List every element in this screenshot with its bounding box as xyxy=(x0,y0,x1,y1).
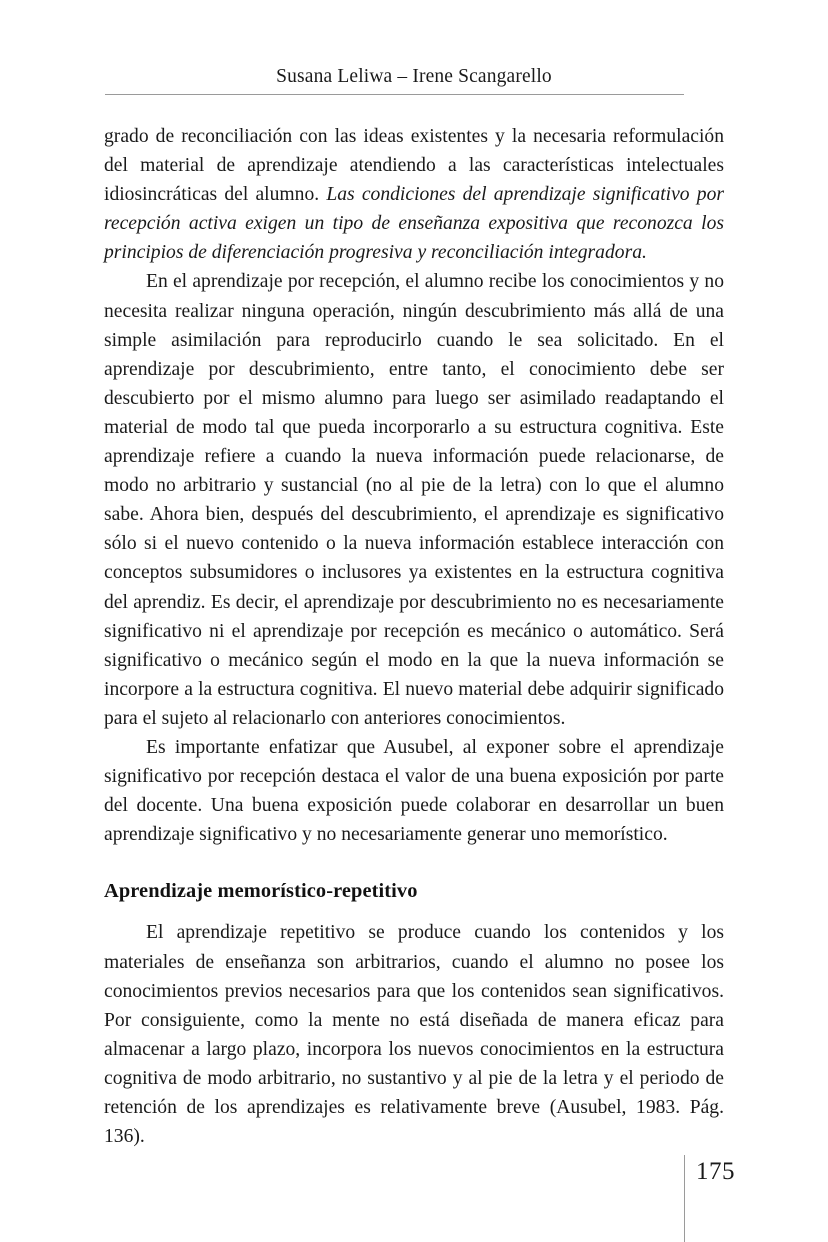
running-head: Susana Leliwa – Irene Scangarello xyxy=(276,66,552,87)
heading-spacer-top xyxy=(104,849,724,877)
paragraph-3: Es importante enfatizar que Ausubel, al exponer sobre el aprendizaje significativo por recepción destaca el valor de una buena exposición por parte del docente. Una buena exposición puede colaborar en desarrollar un buen aprendizaje significativo y no necesariamente generar uno memorístico. xyxy=(104,736,724,846)
paragraph-4: El aprendizaje repetitivo se produce cuando los contenidos y los materiales de enseñanza son arbitrarios, cuando el alumno no posee los conocimientos previos necesarios para que los contenidos sean significativos. Por consiguiente, como la mente no está diseñada de manera eficaz para almacenar a largo plazo, incorpora los nuevos conocimientos en la estructura cognitiva de modo arbitrario, no sustantivo y al pie de la letra y el periodo de retención de los aprendizajes es relativamente breve (Ausubel, 1983. Pág. 136). xyxy=(104,922,724,1148)
folio-divider-rule xyxy=(684,1155,685,1242)
paragraph-1-italic-run: Las condiciones del aprendizaje significativo por recepción activa exigen un tipo de enseñanza expositiva que reconozca los principios de diferenciación progresiva y reconciliación integradora. xyxy=(104,184,724,264)
text-column xyxy=(104,122,724,1151)
page-number: 175 xyxy=(696,1158,735,1185)
paragraph-1 xyxy=(104,122,724,267)
header-divider-rule xyxy=(105,94,684,95)
heading-spacer-bottom xyxy=(104,906,724,918)
paragraph-1-roman-run: grado de reconciliación con las ideas existentes y la necesaria reformulación del material de aprendizaje atendiendo a las características intelectuales idiosincráticas del alumno. xyxy=(104,126,724,206)
section-heading: Aprendizaje memorístico-repetitivo xyxy=(104,880,418,903)
paragraph-2: En el aprendizaje por recepción, el alumno recibe los conocimientos y no necesita realizar ninguna operación, ningún descubrimiento más allá de una simple asimilación para reproducirlo cuando le sea solicitado. En el aprendizaje por descubrimiento, entre tanto, el conocimiento debe ser descubierto por el mismo alumno para luego ser asimilado readaptando el material de modo tal que pueda incorporarlo a su estructura cognitiva. Este aprendizaje refiere a cuando la nueva información puede relacionarse, de modo no arbitrario y sustancial (no al pie de la letra) con lo que el alumno sabe. Ahora bien, después del descubrimiento, el aprendizaje es significativo sólo si el nuevo contenido o la nueva información establece interacción con conceptos subsumidores o inclusores ya existentes en la estructura cognitiva del aprendiz. Es decir, el aprendizaje por descubrimiento no es necesariamente significativo ni el aprendizaje por recepción es mecánico o automático. Será significativo o mecánico según el modo en la que la nueva información se incorpore a la estructura cognitiva. El nuevo material debe adquirir significado para el sujeto al relacionarlo con anteriores conocimientos. xyxy=(104,271,724,729)
